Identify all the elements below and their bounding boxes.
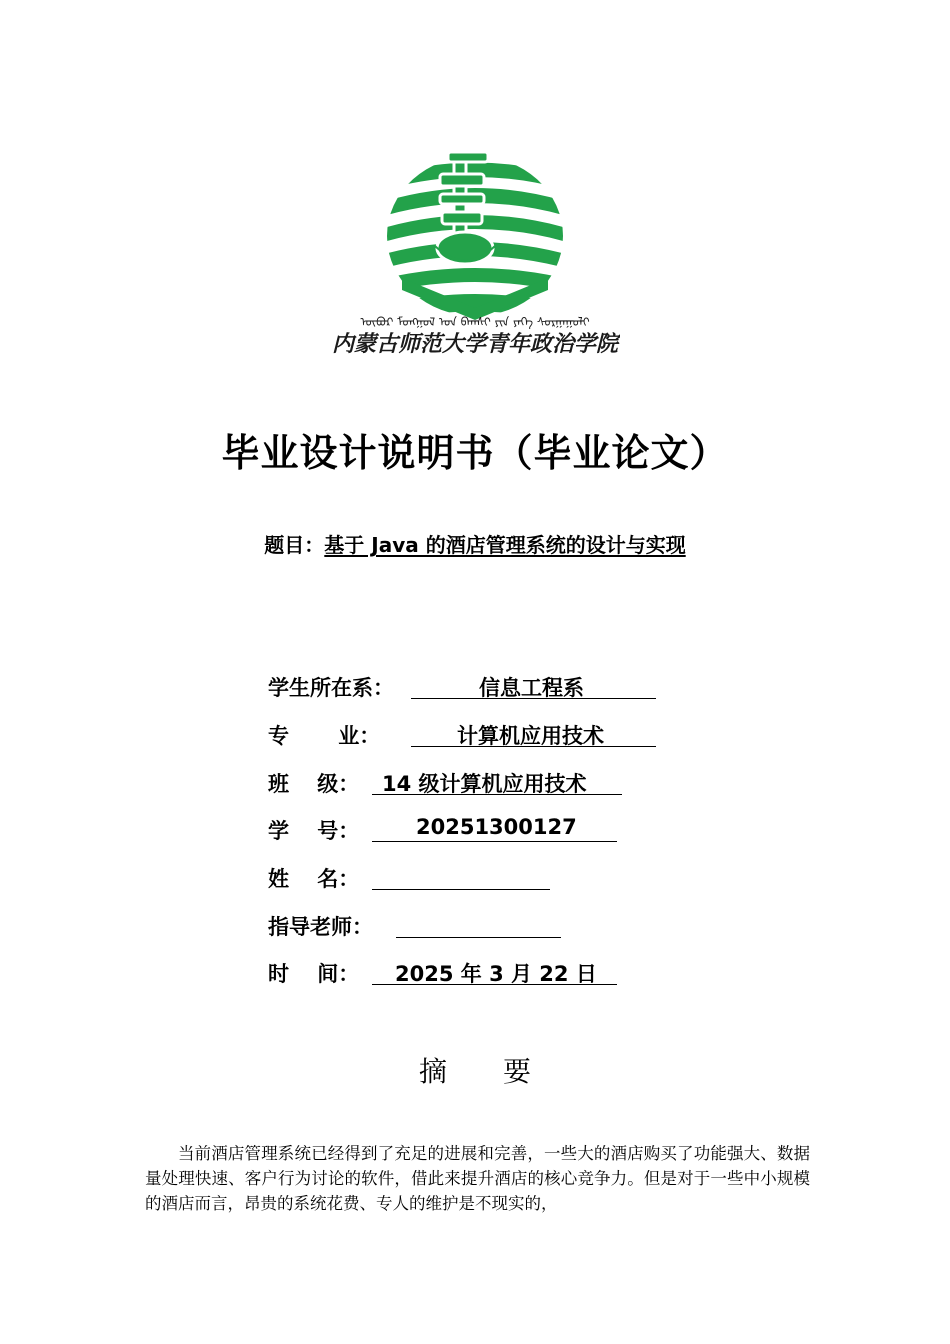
field-label: 指导老师： — [268, 915, 373, 939]
topic-label: 题目： — [264, 533, 325, 557]
field-value-line — [372, 768, 622, 795]
school-logo — [330, 150, 620, 365]
field-value-line — [411, 672, 656, 699]
field-value: 20251300127 — [416, 815, 577, 839]
field-label: 姓 名： — [268, 867, 360, 891]
logo-mongolian-text: ᠥᠪᠦᠷ ᠮᠣᠩᠭᠣᠯ ᠤᠨ ᠪᠠᠭᠰᠢ ᠶᠢᠨ ᠶᠡᠬᠡ ᠰᠤᠷᠭᠠᠭᠤᠯᠢ — [360, 315, 590, 329]
field-label: 专 业： — [268, 724, 381, 748]
field-value: 2025 年 3 月 22 日 — [395, 962, 597, 986]
field-label: 学生所在系： — [268, 676, 394, 700]
field-value-line — [396, 911, 561, 938]
key-stripes-emblem-icon — [330, 150, 620, 365]
topic-value: 基于 Java 的酒店管理系统的设计与实现 — [324, 533, 686, 557]
page-title: 毕业设计说明书（毕业论文） — [221, 431, 729, 475]
field-value-line — [372, 815, 617, 842]
field-label: 时 间： — [268, 962, 360, 986]
topic-line — [0, 529, 950, 558]
field-value: 14 级计算机应用技术 — [382, 772, 587, 796]
field-value: 信息工程系 — [479, 676, 584, 700]
field-label: 学 号： — [268, 819, 360, 843]
abstract-text: 当前酒店管理系统已经得到了充足的进展和完善，一些大的酒店购买了功能强大、数据量处理快速、客户行为讨论的软件，借此来提升酒店的核心竞争力。但是对于一些中小规模的酒店而言，昂贵的系统花费、专人的维护是不现实的， — [145, 1144, 810, 1213]
field-value-line — [372, 863, 550, 890]
logo-chinese-text: 内蒙古师范大学青年政治学院 — [331, 331, 619, 357]
abstract-title: 摘 要 — [418, 1055, 531, 1088]
field-label: 班 级： — [268, 772, 360, 796]
field-value: 计算机应用技术 — [457, 724, 604, 748]
field-value-line — [372, 958, 617, 985]
field-value-line — [411, 720, 656, 747]
